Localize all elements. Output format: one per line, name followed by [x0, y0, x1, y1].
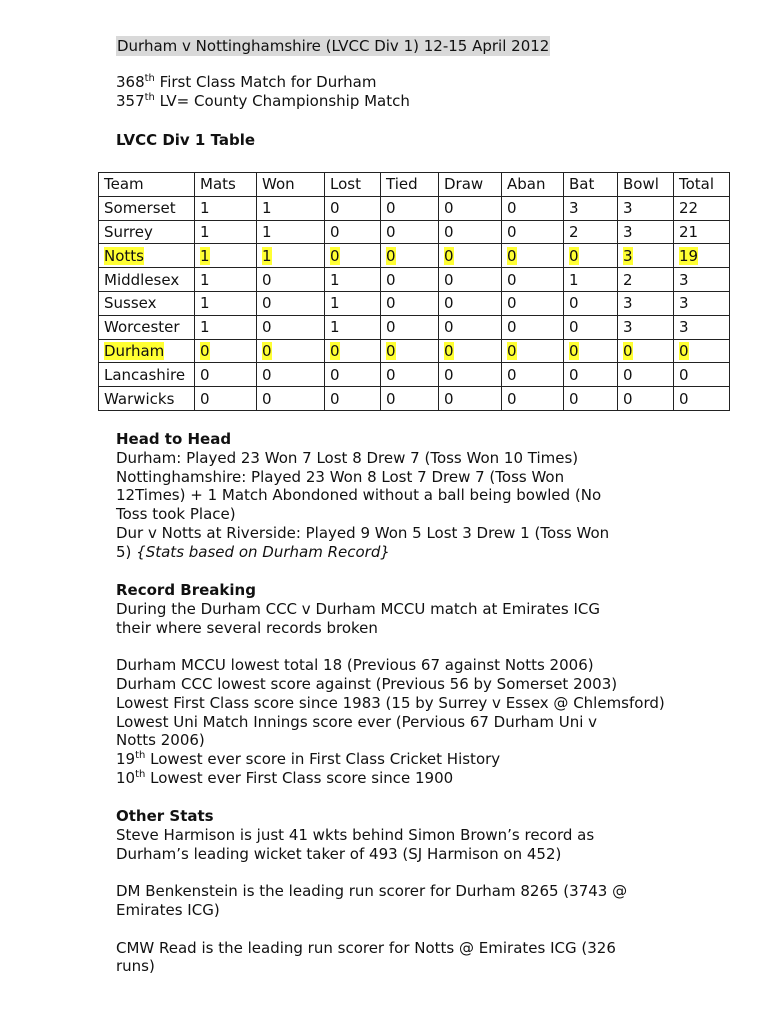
stat-cell: 0 [502, 363, 564, 387]
stat-cell: 0 [502, 220, 564, 244]
stat-cell: 0 [674, 387, 730, 411]
team-name-cell: Sussex [99, 291, 195, 315]
stat-cell: 1 [195, 244, 257, 268]
benkenstein-stat-line: Emirates ICG) [116, 900, 220, 919]
head-to-head-section [116, 430, 756, 562]
stat-cell: 3 [618, 315, 674, 339]
column-header: Team [99, 173, 195, 197]
championship-match-line: 357th LV= County Championship Match [116, 92, 410, 110]
team-name-cell: Warwicks [99, 387, 195, 411]
column-header: Bowl [618, 173, 674, 197]
stat-cell: 0 [381, 244, 439, 268]
stat-cell: 1 [564, 268, 618, 292]
record-intro-line: During the Durham CCC v Durham MCCU match at Emirates ICG [116, 599, 600, 618]
table-row [99, 387, 730, 411]
stat-cell: 3 [674, 268, 730, 292]
stat-cell: 0 [381, 339, 439, 363]
table-row [99, 315, 730, 339]
stat-cell: 0 [381, 196, 439, 220]
benkenstein-stat-line: DM Benkenstein is the leading run scorer for Durham 8265 (3743 @ [116, 882, 628, 901]
stat-cell: 0 [439, 339, 502, 363]
record-breaking-heading: Record Breaking [116, 581, 256, 599]
team-name-cell: Notts [99, 244, 195, 268]
stat-cell: 0 [439, 291, 502, 315]
stat-cell: 0 [564, 315, 618, 339]
table-row [99, 339, 730, 363]
match-title: Durham v Nottinghamshire (LVCC Div 1) 12-15 April 2012 [117, 37, 550, 55]
record-item: Durham CCC lowest score against (Previous 56 by Somerset 2003) [116, 674, 618, 693]
stat-cell: 2 [564, 220, 618, 244]
stat-cell: 0 [564, 339, 618, 363]
stat-cell: 0 [381, 220, 439, 244]
column-header: Won [257, 173, 325, 197]
stat-cell: 0 [502, 291, 564, 315]
record-item: Notts 2006) [116, 731, 205, 750]
stat-cell: 0 [381, 387, 439, 411]
harmison-stat-line: Durham’s leading wicket taker of 493 (SJ Harmison on 452) [116, 844, 562, 863]
stat-cell: 0 [381, 291, 439, 315]
record-item: Durham MCCU lowest total 18 (Previous 67 against Notts 2006) [116, 656, 594, 675]
stat-cell: 0 [195, 387, 257, 411]
team-name-cell: Surrey [99, 220, 195, 244]
stat-cell: 3 [674, 315, 730, 339]
stat-cell: 1 [195, 220, 257, 244]
stat-cell: 0 [564, 291, 618, 315]
record-item: 19th Lowest ever score in First Class Cricket History [116, 750, 501, 769]
stat-cell: 0 [325, 363, 381, 387]
stat-cell: 3 [618, 291, 674, 315]
table-row [99, 363, 730, 387]
table-row [99, 244, 730, 268]
stat-cell: 0 [325, 220, 381, 244]
stat-cell: 0 [502, 387, 564, 411]
stat-cell: 0 [325, 387, 381, 411]
stat-cell: 21 [674, 220, 730, 244]
stat-cell: 0 [439, 363, 502, 387]
stat-cell: 2 [618, 268, 674, 292]
stat-cell: 0 [618, 363, 674, 387]
stat-cell: 0 [564, 387, 618, 411]
stat-cell: 3 [618, 196, 674, 220]
stat-cell: 0 [502, 315, 564, 339]
table-row [99, 220, 730, 244]
harmison-stat-line: Steve Harmison is just 41 wkts behind Simon Brown’s record as [116, 825, 595, 844]
stats-source-note: {Stats based on Durham Record} [136, 542, 390, 561]
notts-record-line: Nottinghamshire: Played 23 Won 8 Lost 7 Drew 7 (Toss Won [116, 467, 565, 486]
table-row [99, 196, 730, 220]
stat-cell: 0 [195, 363, 257, 387]
match-intro [116, 73, 410, 111]
stat-cell: 0 [439, 196, 502, 220]
stat-cell: 1 [195, 291, 257, 315]
column-header: Draw [439, 173, 502, 197]
stat-cell: 0 [502, 339, 564, 363]
stat-cell: 1 [195, 315, 257, 339]
record-item: 10th Lowest ever First Class score since 1900 [116, 768, 454, 787]
stat-cell: 0 [257, 315, 325, 339]
stat-cell: 0 [195, 339, 257, 363]
riverside-record-line: 5) {Stats based on Durham Record} [116, 542, 390, 561]
stat-cell: 0 [439, 220, 502, 244]
table-row [99, 291, 730, 315]
notts-record-line: 12Times) + 1 Match Abondoned without a ball being bowled (No [116, 486, 602, 505]
stat-cell: 0 [439, 244, 502, 268]
team-name-cell: Lancashire [99, 363, 195, 387]
stat-cell: 22 [674, 196, 730, 220]
stat-cell: 1 [325, 268, 381, 292]
column-header: Mats [195, 173, 257, 197]
team-name-cell: Worcester [99, 315, 195, 339]
stat-cell: 0 [439, 387, 502, 411]
head-to-head-heading: Head to Head [116, 430, 232, 448]
column-header: Tied [381, 173, 439, 197]
stat-cell: 0 [257, 291, 325, 315]
riverside-record-line: Dur v Notts at Riverside: Played 9 Won 5 Lost 3 Drew 1 (Toss Won [116, 523, 610, 542]
table-row [99, 268, 730, 292]
stat-cell: 0 [674, 339, 730, 363]
other-stats-section [116, 807, 756, 976]
record-item: Lowest Uni Match Innings score ever (Pervious 67 Durham Uni v [116, 712, 598, 731]
first-class-match-line: 368th First Class Match for Durham [116, 73, 377, 91]
stat-cell: 1 [257, 196, 325, 220]
notts-record-line: Toss took Place) [116, 505, 236, 524]
stat-cell: 1 [195, 196, 257, 220]
stat-cell: 1 [195, 268, 257, 292]
table-title: LVCC Div 1 Table [116, 131, 256, 149]
stat-cell: 0 [674, 363, 730, 387]
stat-cell: 0 [502, 244, 564, 268]
read-stat-line: CMW Read is the leading run scorer for Notts @ Emirates ICG (326 [116, 938, 616, 957]
stat-cell: 0 [564, 244, 618, 268]
standings-table [98, 172, 730, 411]
stat-cell: 0 [257, 268, 325, 292]
stat-cell: 0 [257, 387, 325, 411]
table-header-row [99, 173, 730, 197]
stat-cell: 3 [674, 291, 730, 315]
record-breaking-section [116, 581, 756, 788]
stat-cell: 0 [618, 387, 674, 411]
stat-cell: 19 [674, 244, 730, 268]
column-header: Total [674, 173, 730, 197]
team-name-cell: Somerset [99, 196, 195, 220]
stat-cell: 0 [381, 315, 439, 339]
column-header: Lost [325, 173, 381, 197]
stat-cell: 0 [257, 363, 325, 387]
stat-cell: 0 [325, 244, 381, 268]
stat-cell: 0 [618, 339, 674, 363]
team-name-cell: Durham [99, 339, 195, 363]
stat-cell: 0 [381, 363, 439, 387]
read-stat-line: runs) [116, 957, 155, 976]
stat-cell: 3 [564, 196, 618, 220]
column-header: Aban [502, 173, 564, 197]
column-header: Bat [564, 173, 618, 197]
stat-cell: 3 [618, 244, 674, 268]
stat-cell: 0 [325, 339, 381, 363]
stat-cell: 0 [439, 315, 502, 339]
durham-record: Durham: Played 23 Won 7 Lost 8 Drew 7 (Toss Won 10 Times) [116, 448, 579, 467]
stat-cell: 1 [257, 244, 325, 268]
stat-cell: 1 [325, 291, 381, 315]
stat-cell: 0 [257, 339, 325, 363]
stat-cell: 0 [325, 196, 381, 220]
record-item: Lowest First Class score since 1983 (15 by Surrey v Essex @ Chlemsford) [116, 693, 665, 712]
other-stats-heading: Other Stats [116, 807, 214, 825]
stat-cell: 0 [381, 268, 439, 292]
stat-cell: 1 [257, 220, 325, 244]
record-intro-line: their where several records broken [116, 618, 378, 637]
stat-cell: 3 [618, 220, 674, 244]
stat-cell: 0 [502, 268, 564, 292]
stat-cell: 1 [325, 315, 381, 339]
stat-cell: 0 [439, 268, 502, 292]
stat-cell: 0 [502, 196, 564, 220]
stat-cell: 0 [564, 363, 618, 387]
team-name-cell: Middlesex [99, 268, 195, 292]
